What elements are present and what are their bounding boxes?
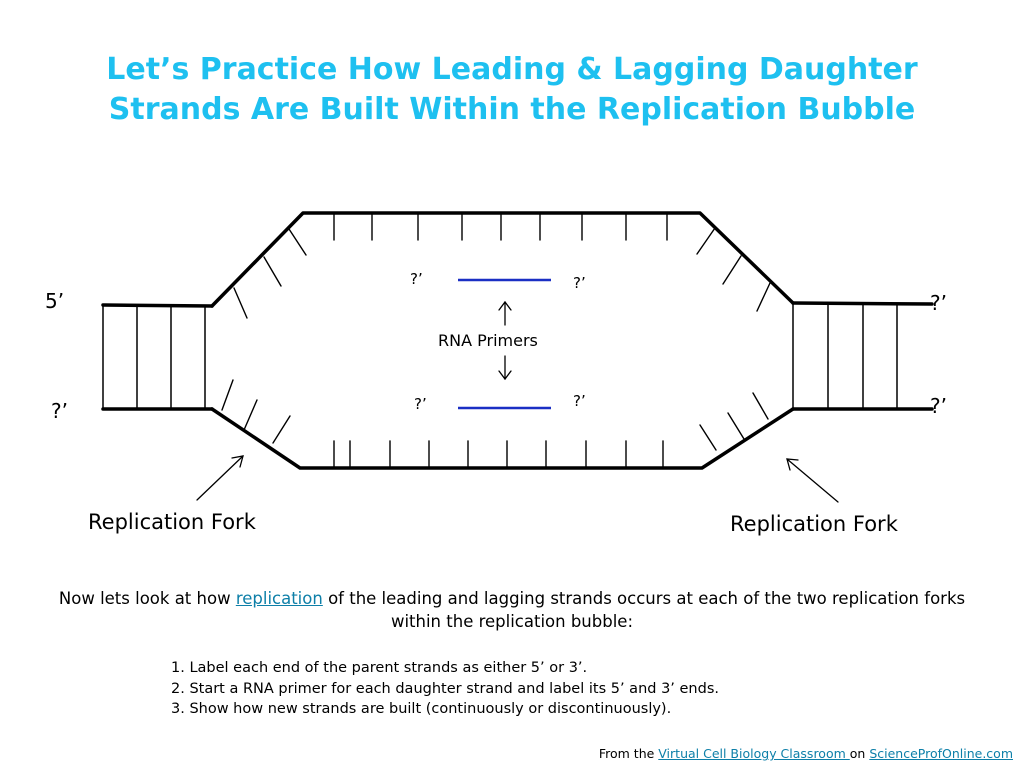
left-fork-arrow — [197, 456, 243, 500]
primer-bottom-left-end-label: ?’ — [414, 395, 427, 413]
footer-prefix: From the — [598, 746, 659, 761]
left-replication-fork-label: Replication Fork — [88, 510, 256, 534]
left-duplex-top-strand — [103, 305, 212, 306]
rna-primer-down-arrow — [499, 356, 511, 379]
left-duplex-rungs — [103, 305, 205, 409]
title-line-2: Strands Are Built Within the Replication Bubble — [108, 92, 916, 127]
instruction-steps — [171, 658, 719, 720]
intro-text-before: Now lets look at how — [58, 589, 236, 608]
right-bottom-end-label: ?’ — [930, 394, 947, 418]
rna-primer-up-arrow — [499, 302, 511, 325]
right-replication-fork-label: Replication Fork — [730, 512, 898, 536]
primer-top-left-end-label: ?’ — [410, 270, 423, 288]
intro-text-after: of the leading and lagging strands occurs at each of the two replication forks within the replication bubble: — [322, 589, 966, 631]
bubble-top-parent-strand — [212, 213, 793, 306]
replication-link[interactable]: replication — [235, 589, 323, 608]
title-line-1: Let’s Practice How Leading & Lagging Daughter — [106, 52, 918, 87]
footer-middle: on — [849, 746, 870, 761]
right-fork-arrow — [787, 459, 838, 502]
primer-bottom-right-end-label: ?’ — [573, 392, 586, 410]
left-bottom-end-label: ?’ — [51, 399, 68, 423]
step-1: 1. Label each end of the parent strands as either 5’ or 3’. — [171, 660, 588, 676]
scienceprofonline-link[interactable]: ScienceProfOnline.com — [869, 746, 1013, 761]
primer-top-right-end-label: ?’ — [573, 274, 586, 292]
left-top-end-label: 5’ — [45, 289, 65, 313]
footer-credit — [599, 746, 1013, 761]
bubble-bottom-parent-strand — [212, 409, 793, 468]
rna-primers-label: RNA Primers — [438, 331, 538, 350]
bottom-strand-ticks — [222, 380, 768, 467]
right-duplex-rungs — [793, 303, 897, 409]
top-strand-ticks — [234, 214, 770, 318]
instructions-intro — [40, 587, 984, 633]
step-3: 3. Show how new strands are built (continuously or discontinuously). — [171, 701, 672, 717]
virtual-cell-biology-classroom-link[interactable]: Virtual Cell Biology Classroom — [658, 746, 850, 761]
step-2: 2. Start a RNA primer for each daughter strand and label its 5’ and 3’ ends. — [171, 680, 719, 697]
right-top-end-label: ?’ — [930, 291, 947, 315]
